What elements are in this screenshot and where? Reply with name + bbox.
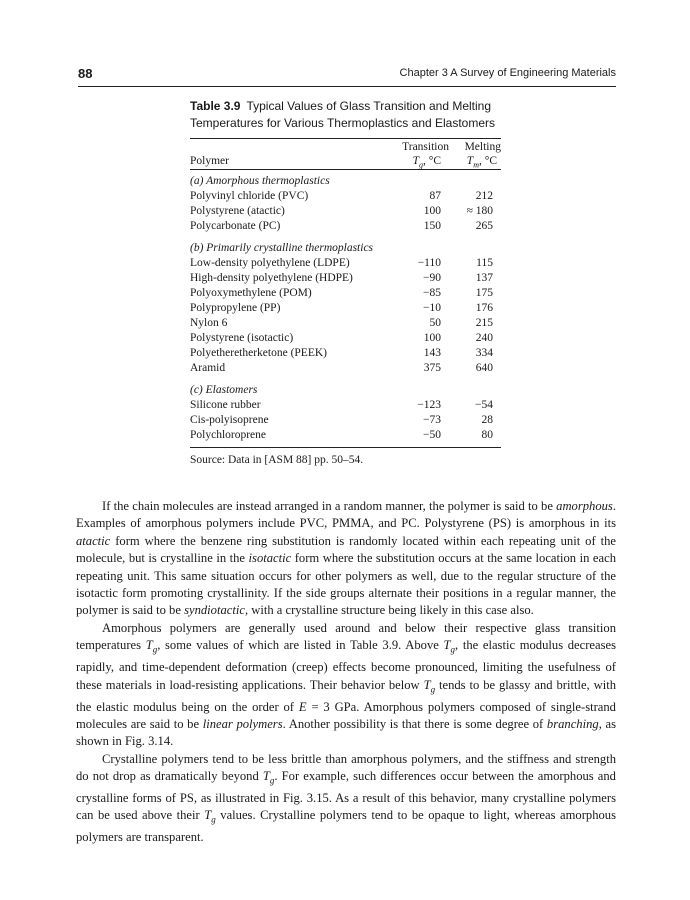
polymer-name-cell: Aramid [190,362,226,374]
tm-value-cell: 115 [476,257,493,269]
tg-value-cell: −123 [417,399,441,411]
tm-value-cell: 240 [475,332,493,344]
table-row [190,219,501,234]
tg-value-cell: −50 [423,429,441,441]
tg-value-cell: −90 [423,272,441,284]
table-row [190,331,501,346]
tm-value-cell: 176 [475,302,493,314]
tm-value-cell: 265 [475,220,493,232]
table-bottom-rule [190,447,501,448]
tm-value-cell: −54 [475,399,493,411]
column-header-melting: Melting [464,141,501,153]
table-row [190,271,501,286]
tm-value-cell: 334 [475,347,493,359]
table-source-note: Source: Data in [ASM 88] pp. 50–54. [190,454,364,466]
polymer-name-cell: Cis-polyisoprene [190,414,269,426]
table-row [190,189,501,204]
polymer-name-cell: Polypropylene (PP) [190,302,281,314]
group-spacer [190,376,501,383]
group-spacer [190,234,501,241]
table-caption [190,98,501,132]
tg-value-cell: 50 [429,317,441,329]
body-paragraph: If the chain molecules are instead arranged in a random manner, the polymer is said to be amorphous. Examples of amorphous polymers include PVC, PMMA, and PC. Polystyrene (PS) is amorphous in its atactic form where the benzene ring substitution is randomly located within each repeating unit of the molecule, but is crystalline in the isotactic form where the substitution occurs at the same location in each repeating unit. This same situation occurs for other polymers as well, due to the regular structure of the isotactic form promoting crystallinity. If the side groups alternate their positions in a regular manner, the polymer is said to be syndiotactic, with a crystalline structure being likely in this case also. [76,499,616,618]
tm-value-cell: 215 [475,317,493,329]
tg-value-cell: −10 [423,302,441,314]
column-header-tm-symbol: $T_m$, °C [466,155,497,170]
table-row [190,428,501,443]
polymer-name-cell: Polyvinyl chloride (PVC) [190,190,309,202]
page-number: 88 [78,66,93,81]
table-row [190,398,501,413]
running-head: Chapter 3 A Survey of Engineering Materials [399,67,616,79]
table-row [190,256,501,271]
polymer-name-cell: Silicone rubber [190,399,261,411]
table-column-headers [190,139,501,169]
body-text [76,498,616,847]
tg-value-cell: 100 [423,205,441,217]
tg-value-cell: 100 [423,332,441,344]
table-row [190,286,501,301]
table-row [190,301,501,316]
polymer-name-cell: Polychloroprene [190,429,267,441]
tm-value-cell: 137 [475,272,493,284]
polymer-name-cell: Polystyrene (atactic) [190,205,285,217]
tm-value-cell: 80 [481,429,493,441]
tm-value-cell: ≈ 180 [466,205,493,217]
tg-value-cell: 375 [423,362,441,374]
tg-value-cell: 87 [429,190,441,202]
table-row [190,204,501,219]
column-header-polymer: Polymer [190,155,229,167]
header-rule [78,86,616,87]
page-header [78,66,616,84]
column-header-transition: Transition [402,141,449,153]
table-3-9 [190,98,501,466]
tm-value-cell: 640 [475,362,493,374]
table-group-label: (b) Primarily crystalline thermoplastics [190,242,374,254]
table-row [190,346,501,361]
tm-value-cell: 175 [475,287,493,299]
column-header-tg-symbol: $T_g$, °C [412,155,441,170]
polymer-name-cell: High-density polyethylene (HDPE) [190,272,353,284]
tg-value-cell: −73 [423,414,441,426]
tg-value-cell: −110 [417,257,441,269]
tm-value-cell: 212 [475,190,493,202]
table-row [190,316,501,331]
table-group-label: (a) Amorphous thermoplastics [190,175,330,187]
body-paragraph: Amorphous polymers are generally used around and below their respective glass transition temperatures $T_g$, some values of which are listed in Table 3.9. Above $T_g$, the elastic modulus decreases rapidly, and time-dependent deformation (creep) effects become pronounced, limiting the usefulness of these materials in load-resisting applications. Their behavior below $T_g$ tends to be glassy and brittle, with the elastic modulus being on the order of E = 3 GPa. Amorphous polymers composed of single-strand molecules are said to be linear polymers. Another possibility is that there is some degree of branching, as shown in Fig. 3.14. [76,620,617,749]
tg-value-cell: 143 [423,347,441,359]
table-number: Table 3.9 [190,99,241,113]
polymer-name-cell: Polyetheretherketone (PEEK) [190,347,327,359]
tg-value-cell: 150 [423,220,441,232]
table-title: Typical Values of Glass Transition and Melting Temperatures for Various Thermoplastics and Elastomers [190,99,496,130]
tm-value-cell: 28 [481,414,493,426]
body-paragraph: Crystalline polymers tend to be less brittle than amorphous polymers, and the stiffness and strength do not drop as dramatically beyond $T_g$. For example, such differences occur between the amorphous and crystalline forms of PS, as illustrated in Fig. 3.15. As a result of this behavior, many crystalline polymers can be used above their $T_g$ values. Crystalline polymers tend to be opaque to light, whereas amorphous polymers are transparent. [76,751,616,845]
table-body [190,170,501,447]
polymer-name-cell: Nylon 6 [190,317,228,329]
polymer-name-cell: Polyoxymethylene (POM) [190,287,312,299]
table-row [190,413,501,428]
polymer-name-cell: Low-density polyethylene (LDPE) [190,257,350,269]
polymer-name-cell: Polystyrene (isotactic) [190,332,294,344]
tg-value-cell: −85 [423,287,441,299]
table-row [190,361,501,376]
polymer-name-cell: Polycarbonate (PC) [190,220,281,232]
table-group-label: (c) Elastomers [190,384,258,396]
